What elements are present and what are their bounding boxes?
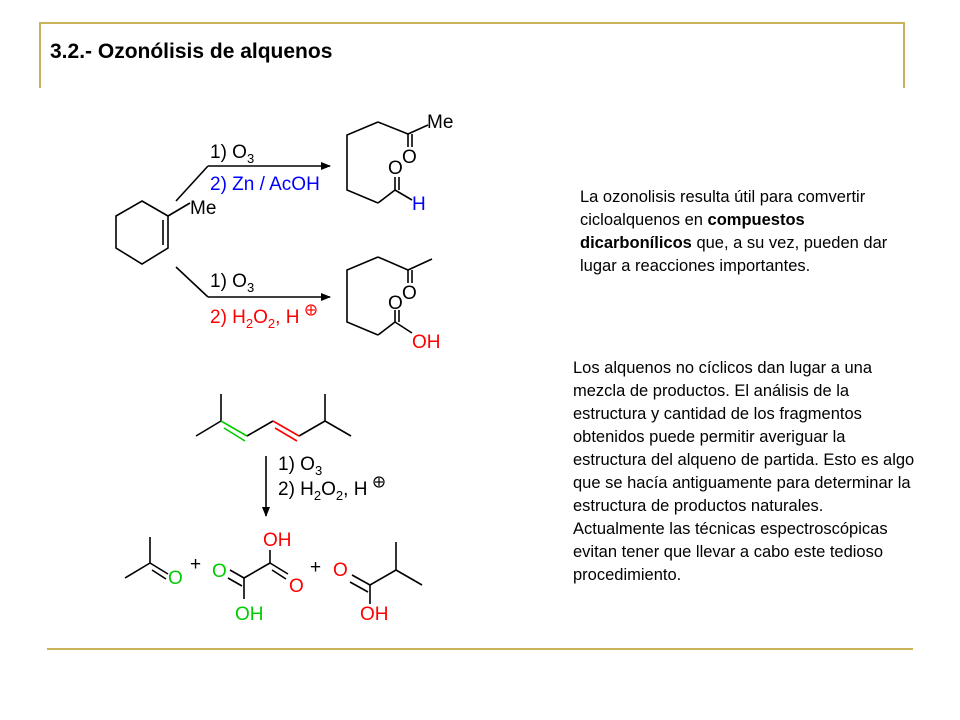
product2-ketone-o: O bbox=[402, 283, 417, 304]
acyclic-diene-structure bbox=[196, 394, 351, 441]
reaction3-step1: 1) $O_3$ bbox=[278, 454, 323, 478]
plus-sign-1: + bbox=[190, 554, 202, 575]
oxalic-oh-top: OH bbox=[263, 530, 292, 551]
reaction2-step1: 1) $O_3$ bbox=[210, 271, 255, 295]
isobutyric-oh: OH bbox=[360, 604, 389, 625]
reaction2-plus-charge-icon bbox=[306, 305, 316, 315]
acetone-structure bbox=[125, 537, 168, 579]
product2-acid-oh: OH bbox=[412, 332, 441, 353]
branch-lines bbox=[176, 166, 208, 297]
slide-title: 3.2.- Ozonólisis de alquenos bbox=[50, 40, 333, 63]
start-methyl-label: Me bbox=[190, 198, 217, 219]
paragraph-cycloalkenes-bold: compuestos dicarbonílicos bbox=[580, 211, 805, 252]
paragraph-cycloalkenes-text-1: La ozonolisis resulta útil para comvertir cicloalquenos en bbox=[580, 188, 866, 229]
product1-methyl-label: Me bbox=[427, 112, 454, 133]
methylcyclohexene-structure bbox=[116, 201, 190, 264]
acetone-o: O bbox=[168, 568, 183, 589]
oxalic-acid-structure bbox=[228, 550, 288, 599]
product1-aldehyde-o: O bbox=[388, 158, 403, 179]
paragraph-cycloalkenes-text-2: que, a su vez, pueden dar lugar a reacciones importantes. bbox=[580, 234, 888, 275]
reaction3-step2: 2) $H_2O_2$, H bbox=[278, 479, 368, 503]
reaction2-step2: 2) $H_2O_2$, H bbox=[210, 307, 300, 331]
paragraph-acyclic-alkenes: Los alquenos no cíclicos dan lugar a una mezcla de productos. El análisis de la estructura y cantidad de los fragmentos obtenidos puede permitir averiguar la estructura del alqueno de partida. Esto es algo que se hacía antiguamente para determinar la estructura de productos naturales. Actualmente las técnicas espectroscópicas evitan tener que llevar a cabo este tedioso procedimiento. bbox=[573, 359, 915, 584]
oxalic-oh-bottom: OH bbox=[235, 604, 264, 625]
isobutyric-o: O bbox=[333, 560, 348, 581]
reaction1-step2: 2) Zn / AcOH bbox=[210, 174, 320, 195]
product1-aldehyde-h: H bbox=[412, 194, 426, 215]
isobutyric-acid-structure bbox=[350, 542, 422, 604]
oxalic-o-left: O bbox=[212, 561, 227, 582]
product2-acid-o: O bbox=[388, 293, 403, 314]
oxalic-o-right: O bbox=[289, 576, 304, 597]
product1-ketone-o: O bbox=[402, 147, 417, 168]
reaction1-step1: 1) $O_3$ bbox=[210, 142, 255, 166]
plus-sign-2: + bbox=[310, 557, 322, 578]
reaction3-plus-charge-icon bbox=[374, 477, 384, 487]
